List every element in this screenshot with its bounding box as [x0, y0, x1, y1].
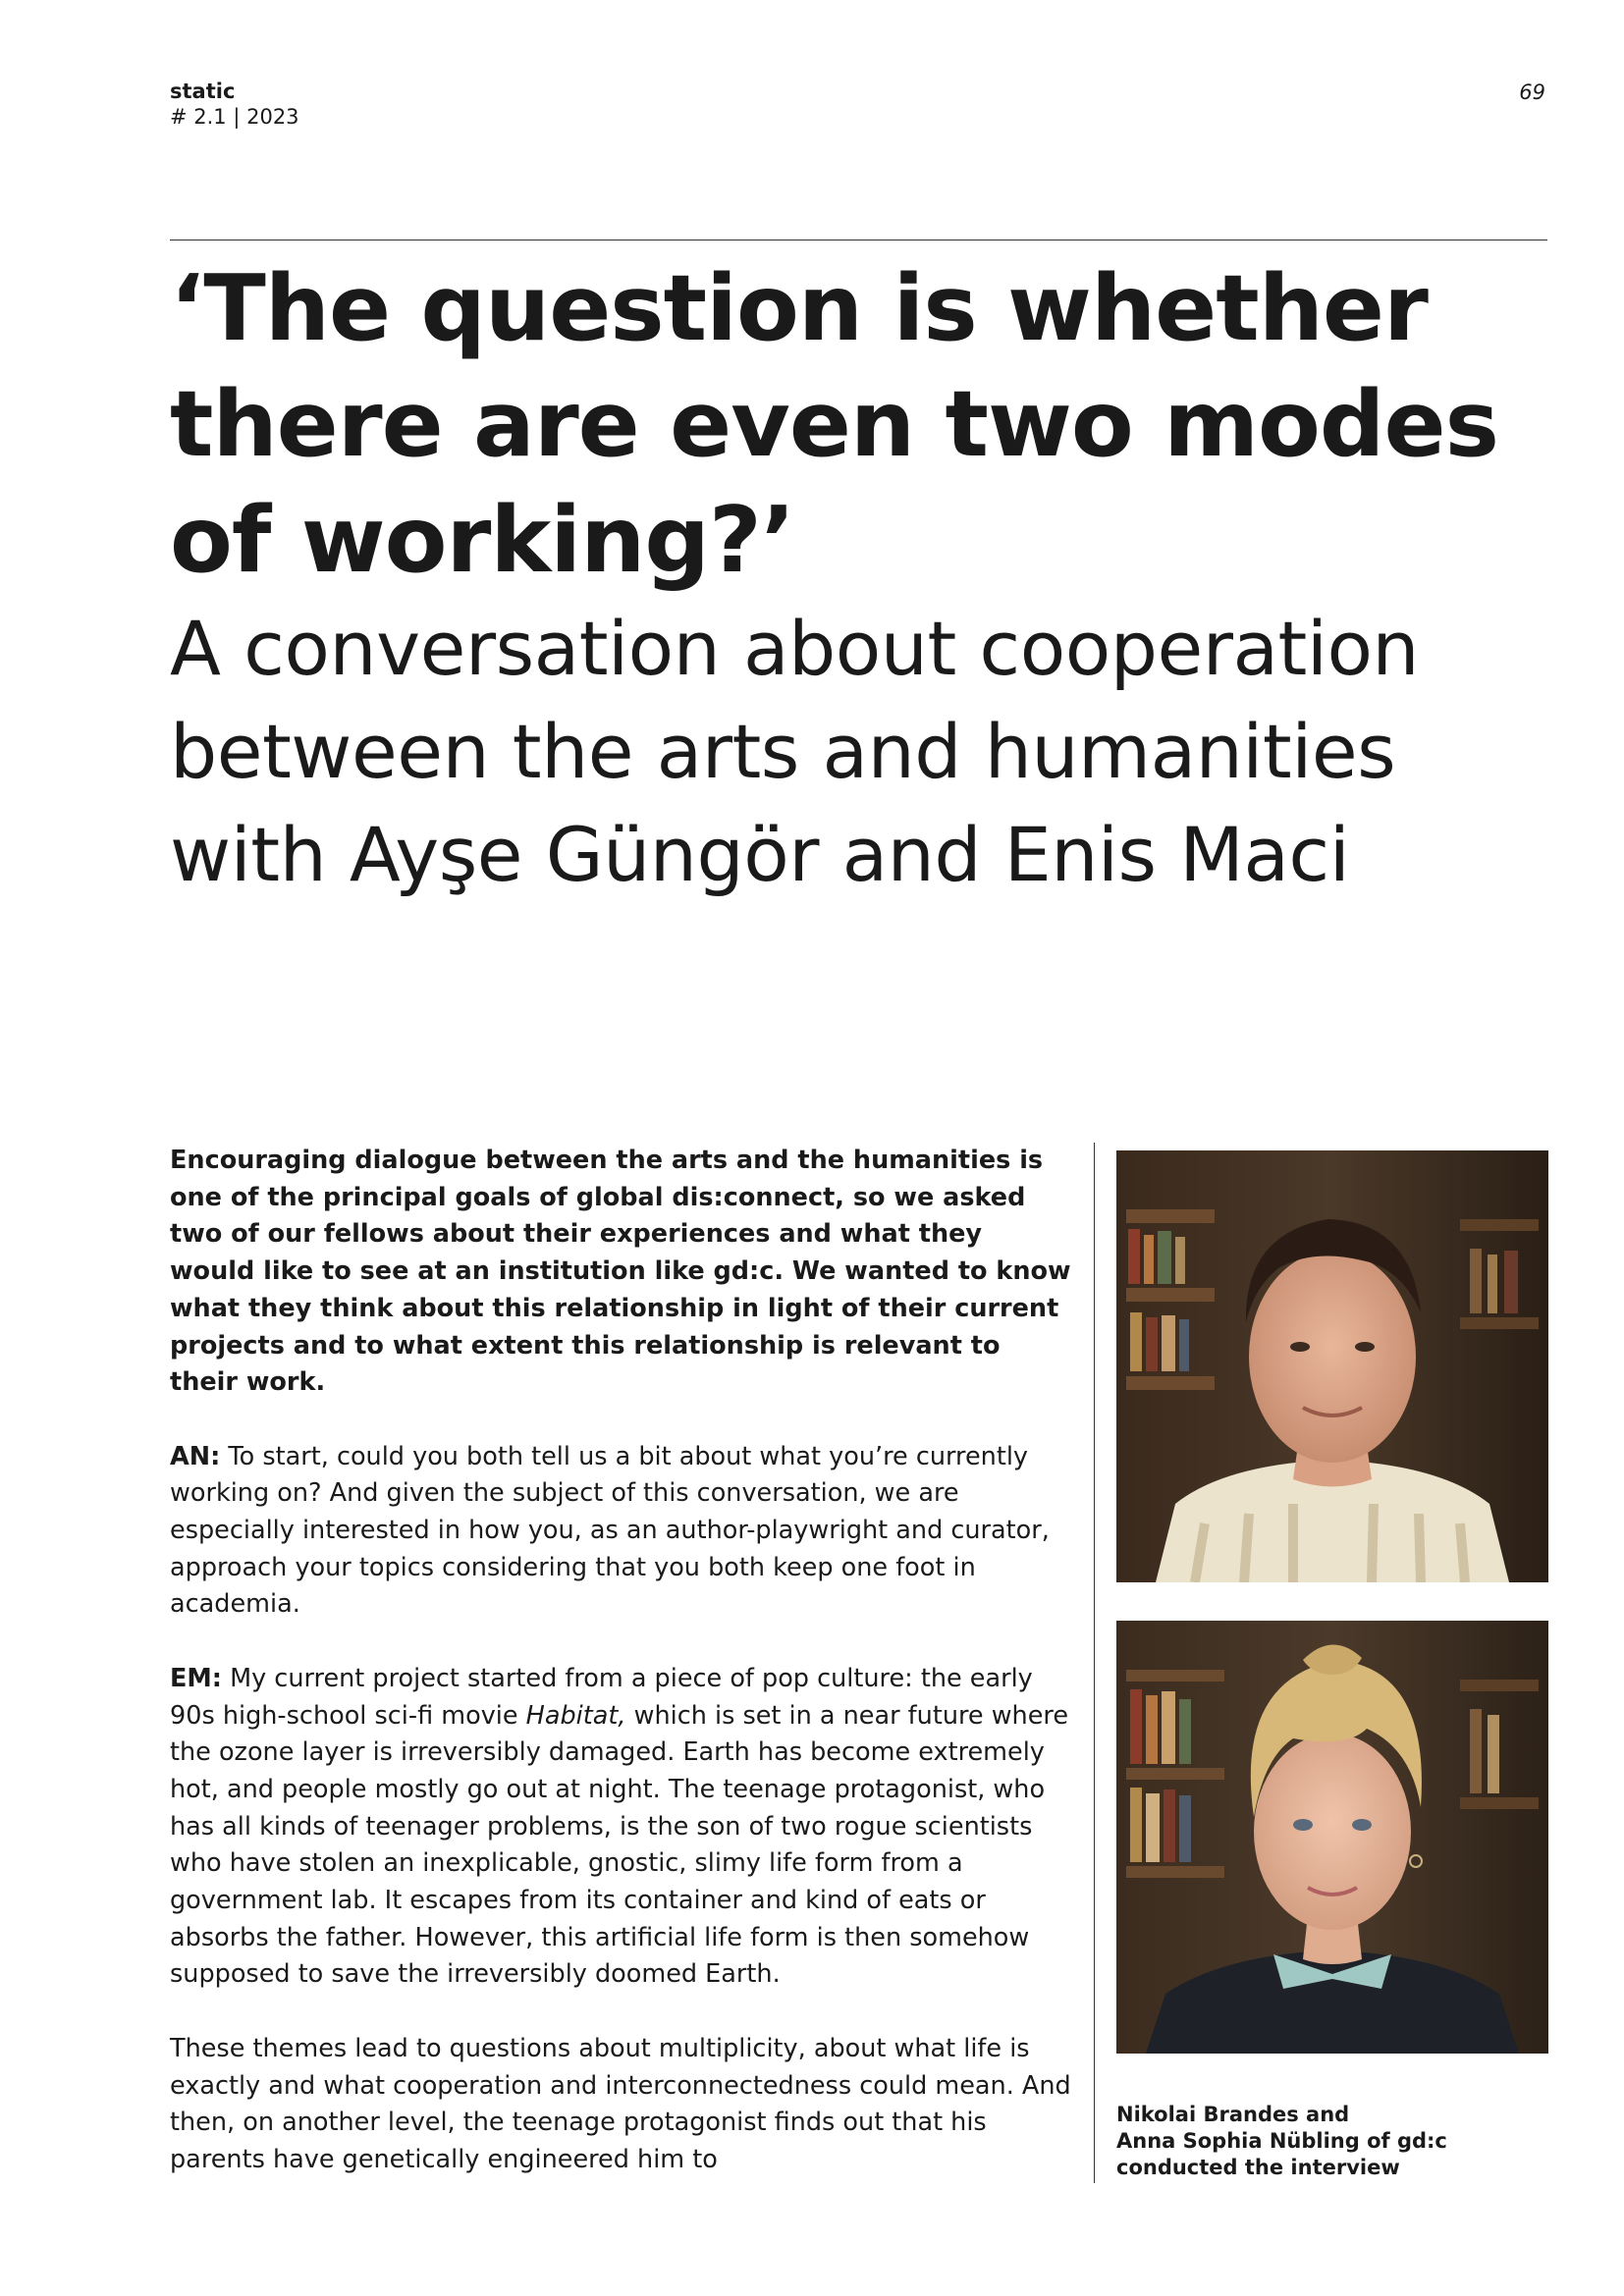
journal-name: static — [170, 80, 236, 103]
journal-header — [170, 79, 299, 130]
headline — [170, 250, 1564, 598]
caption-line: Anna Sophia Nübling of gd:c — [1116, 2129, 1447, 2153]
question-paragraph — [170, 1439, 1073, 1625]
caption-line: conducted the interview — [1116, 2156, 1400, 2179]
headline-line: of working?’ — [170, 487, 795, 593]
subtitle-line: with Ayşe Güngör and Enis Maci — [170, 811, 1350, 898]
article-body — [170, 1143, 1073, 2216]
subtitle — [170, 597, 1584, 906]
photo-caption — [1116, 2102, 1548, 2181]
headline-line: ‘The question is whether — [170, 255, 1428, 361]
portrait-photo-woman — [1116, 1621, 1548, 2054]
body-paragraph: These themes lead to questions about multiplicity, about what life is exactly and what cooperation and interconnectedness could mean. And then, on another level, the teenage protagonist finds out that his parents have genetically engineered him to — [170, 2033, 1071, 2174]
answer-text-cont: which is set in a near future where the ozone layer is irreversibly damaged. Earth has become extremely hot, and people mostly go out at night. The teenage protagonist, who has all kinds of teenager problems, is the son of two rogue scientists who have stolen an inexplicable, gnostic, slimy life form from a government lab. It escapes from its container and kind of eats or absorbs the father. However, this artificial life form is then somehow supposed to save the irreversibly doomed Earth. — [170, 1700, 1069, 1990]
caption-line: Nikolai Brandes and — [1116, 2103, 1350, 2126]
subtitle-line: between the arts and humanities — [170, 708, 1396, 795]
headline-line: there are even two modes — [170, 371, 1498, 477]
subtitle-line: A conversation about cooperation — [170, 605, 1420, 692]
question-text: To start, could you both tell us a bit about what you’re currently working on? And given the subject of this conversation, we are especially interested in how you, as an author-playwright and curator, approach your topics considering that you both keep one foot in academia. — [170, 1441, 1050, 1620]
film-title: Habitat, — [525, 1700, 626, 1731]
page-number: 69 — [1519, 80, 1545, 104]
speaker-label: EM: — [170, 1663, 222, 1693]
answer-paragraph — [170, 1661, 1073, 1994]
answer-text: My current project started from a piece of pop culture: the early 90s high-school sci-fi movie — [170, 1663, 1033, 1731]
portrait-photo-man — [1116, 1150, 1548, 1582]
column-divider — [1094, 1143, 1095, 2183]
issue-label: # 2.1 | 2023 — [170, 105, 299, 129]
intro-paragraph: Encouraging dialogue between the arts and the humanities is one of the principal goals of global dis:connect, so we asked two of our fellows about their experiences and what they would like to see at an institution like gd:c. We wanted to know what they think about this relationship in light of their current projects and to what extent this relationship is relevant to their work. — [170, 1146, 1071, 1398]
speaker-label: AN: — [170, 1441, 221, 1471]
